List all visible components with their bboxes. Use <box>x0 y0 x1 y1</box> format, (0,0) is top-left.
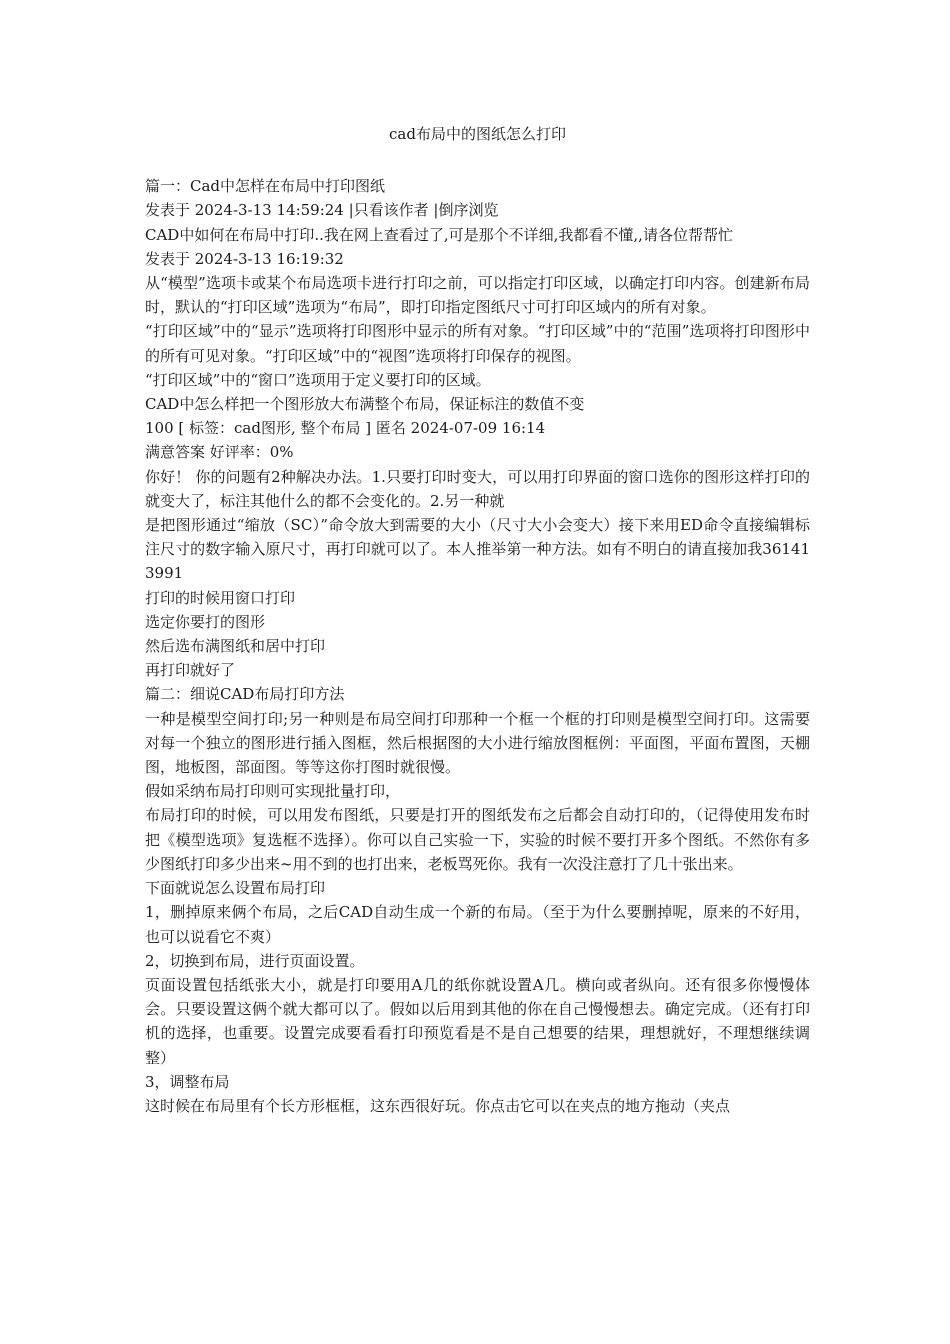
paragraph-7: “打印区域”中的“窗口”选项用于定义要打印的区域。 <box>145 370 491 389</box>
paragraph-15: 然后选布满图纸和居中打印 <box>145 637 326 656</box>
paragraph-21: 下面就说怎么设置布局打印 <box>145 879 326 898</box>
paragraph-12: 是把图形通过“缩放（SC）”命令放大到需要的大小（尺寸大小会变大）接下来用ED命令直接编辑标注尺寸的数字输入原尺寸，再打印就可以了。本人推举第一种方法。如有不明白的请直接加我361413991 <box>145 516 810 583</box>
paragraph-2: 发表于 2024-3-13 14:59:24 |只看该作者 |倒序浏览 <box>145 201 499 220</box>
paragraph-1: 篇一：Cad中怎样在布局中打印图纸 <box>145 177 386 196</box>
paragraph-25: 3，调整布局 <box>145 1072 230 1091</box>
paragraph-18: 一种是模型空间打印;另一种则是布局空间打印那种一个框一个框的打印则是模型空间打印。这需要对每一个独立的图形进行插入图框，然后根据图的大小进行缩放图框例：平面图，平面布置图，天棚图，地板图，部面图。等等这你打图时就很慢。 <box>145 709 810 777</box>
paragraph-20: 布局打印的时候，可以用发布图纸，只要是打开的图纸发布之后都会自动打印的，（记得使用发布时把《模型选项》复选框不选择）。你可以自己实验一下，实验的时候不要打开多个图纸。不然你有多少图纸打印多少出来~用不到的也打出来，老板骂死你。我有一次没注意打了几十张出来。 <box>145 806 810 873</box>
paragraph-5: 从“模型”选项卡或某个布局选项卡进行打印之前，可以指定打印区域，以确定打印内容。创建新布局时，默认的“打印区域”选项为“布局”，即打印指定图纸尺寸可打印区域内的所有对象。 <box>145 274 810 317</box>
paragraph-26: 这时候在布局里有个长方形框框，这东西很好玩。你点击它可以在夹点的地方拖动（夹点 <box>145 1096 731 1115</box>
paragraph-24: 页面设置包括纸张大小，就是打印要用A几的纸你就设置A几。横向或者纵向。还有很多你慢慢体会。只要设置这俩个就大都可以了。假如以后用到其他的你在自己慢慢想去。确定完成。（还有打印机的选择，也重要。设置完成要看看打印预览看是不是自己想要的结果，理想就好，不理想继续调整） <box>145 975 810 1067</box>
paragraph-3: CAD中如何在布局中打印..我在网上查看过了,可是那个不详细,我都看不懂,,请各位帮帮忙 <box>145 225 733 244</box>
document-body <box>145 174 810 1118</box>
paragraph-6: “打印区域”中的“显示”选项将打印图形中显示的所有对象。“打印区域”中的“范围”选项将打印图形中的所有可见对象。“打印区域”中的“视图”选项将打印保存的视图。 <box>145 322 810 365</box>
paragraph-22: 1，删掉原来俩个布局，之后CAD自动生成一个新的布局。（至于为什么要删掉呢，原来的不好用，也可以说看它不爽） <box>145 903 810 946</box>
paragraph-13: 打印的时候用窗口打印 <box>145 588 296 607</box>
paragraph-4: 发表于 2024-3-13 16:19:32 <box>145 249 344 268</box>
paragraph-23: 2，切换到布局，进行页面设置。 <box>145 951 365 970</box>
paragraph-11: 你好！ 你的问题有2种解决办法。1.只要打印时变大，可以用打印界面的窗口选你的图形这样打印的就变大了，标注其他什么的都不会变化的。2.另一种就 <box>145 467 810 510</box>
paragraph-8: CAD中怎么样把一个图形放大布满整个布局，保证标注的数值不变 <box>145 395 585 414</box>
paragraph-14: 选定你要打的图形 <box>145 612 266 631</box>
paragraph-17: 篇二：细说CAD布局打印方法 <box>145 685 345 704</box>
document-page <box>145 122 810 1118</box>
paragraph-9: 100 [ 标签：cad图形, 整个布局 ] 匿名 2024-07-09 16:14 <box>145 419 546 438</box>
paragraph-10: 满意答案 好评率：0% <box>145 443 294 462</box>
document-title: cad布局中的图纸怎么打印 <box>389 125 566 143</box>
paragraph-16: 再打印就好了 <box>145 661 236 680</box>
paragraph-19: 假如采纳布局打印则可实现批量打印， <box>145 782 401 801</box>
